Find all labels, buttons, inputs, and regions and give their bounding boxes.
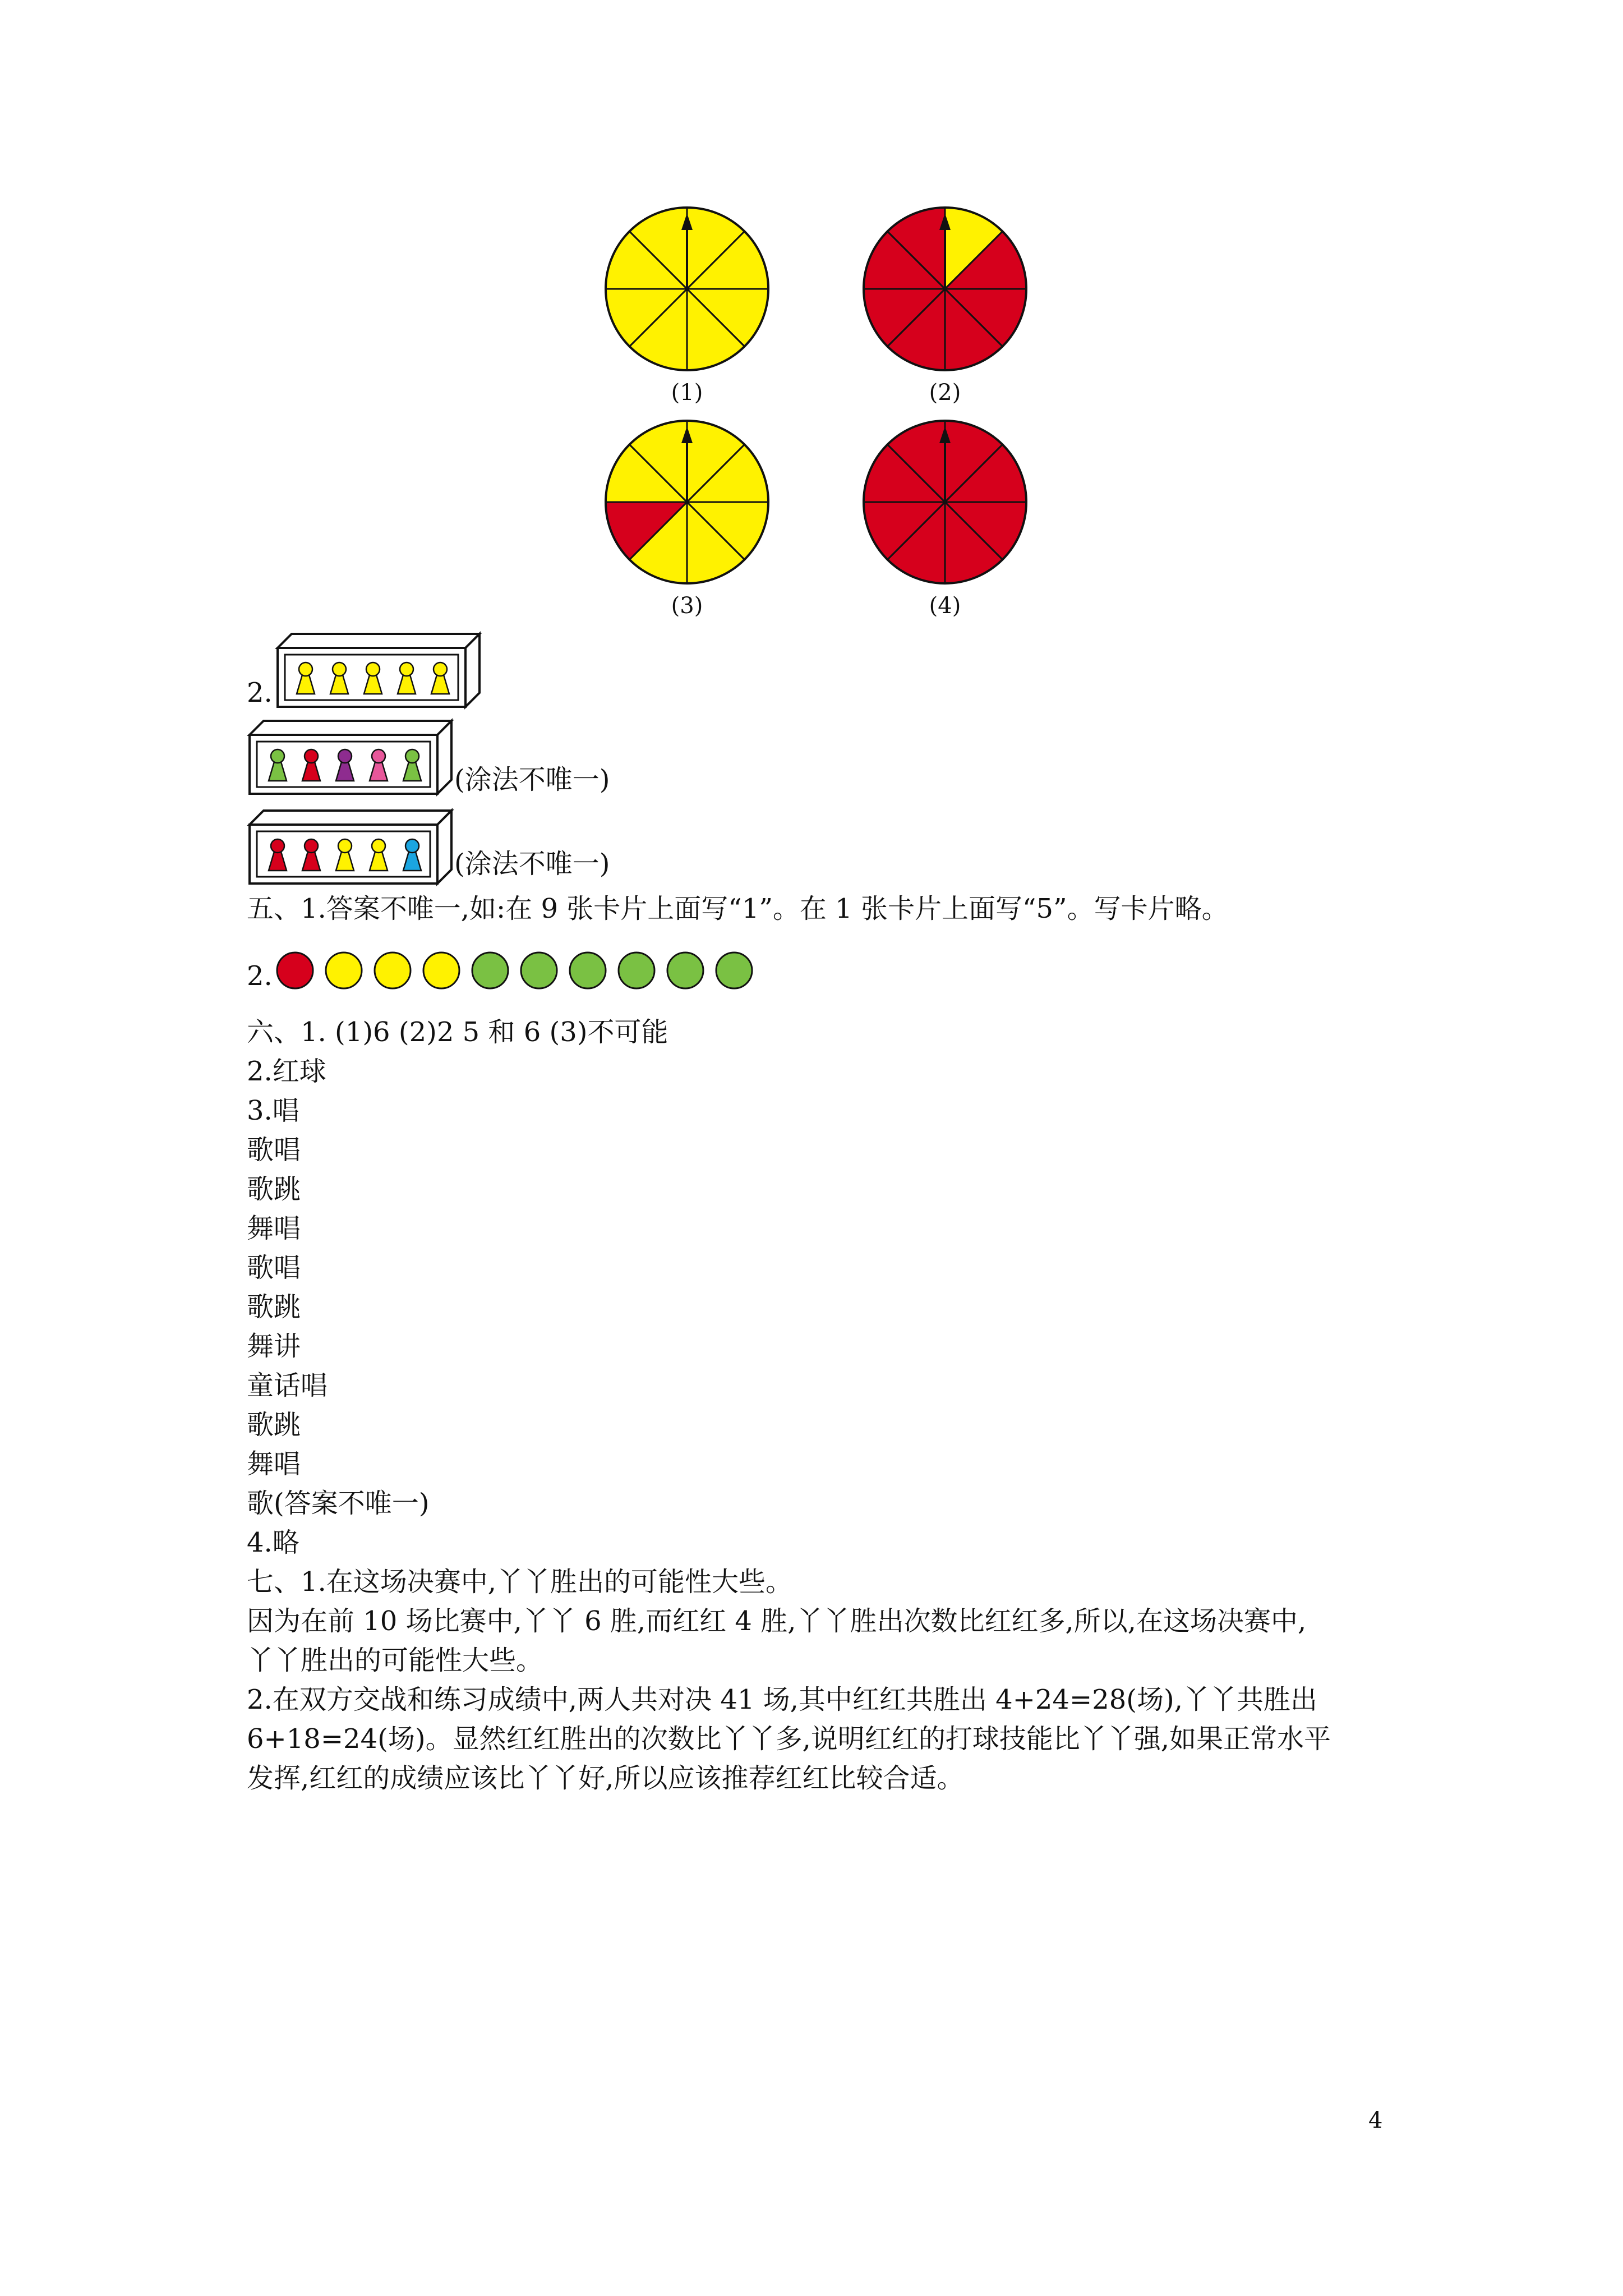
ball: [667, 953, 703, 988]
section7-line: 因为在前 10 场比赛中,丫丫 6 胜,而红红 4 胜,丫丫胜出次数比红红多,所以,在这场决赛中,: [247, 1605, 1307, 1637]
section6-line: 歌唱: [247, 1252, 301, 1283]
spinner-3: [603, 418, 771, 586]
spinner-4-caption: (4): [929, 593, 961, 619]
q4-2-label: 2.: [247, 677, 273, 708]
pawn-head: [372, 749, 385, 763]
piece-box-1: [275, 631, 482, 710]
piece-box-3: [247, 808, 454, 886]
pawn-head: [366, 662, 380, 676]
section6-line: 歌跳: [247, 1174, 301, 1205]
section6-line: 歌(答案不唯一): [247, 1488, 430, 1519]
section6-line: 舞唱: [247, 1213, 301, 1244]
ball: [326, 953, 362, 988]
section7-line: 七、1.在这场决赛中,丫丫胜出的可能性大些。: [247, 1566, 793, 1598]
ball: [716, 953, 752, 988]
pawn-head: [405, 839, 419, 853]
ball: [375, 953, 411, 988]
section6-line: 3.唱: [247, 1095, 299, 1126]
section7-line: 6+18=24(场)。显然红红胜出的次数比丫丫多,说明红红的打球技能比丫丫强,如果正常水平: [247, 1723, 1331, 1755]
section6-line: 2.红球: [247, 1056, 326, 1087]
ball: [277, 953, 313, 988]
pawn-head: [305, 839, 318, 853]
box-side: [465, 634, 479, 707]
spinner-2-caption: (2): [929, 380, 961, 406]
section6-line: 歌跳: [247, 1291, 301, 1323]
pawn-head: [299, 662, 312, 676]
ball: [472, 953, 508, 988]
ball: [570, 953, 606, 988]
spinner-1: [603, 205, 771, 373]
ball: [619, 953, 654, 988]
ball: [521, 953, 557, 988]
section6-line: 童话唱: [247, 1370, 328, 1401]
section6-line: 舞唱: [247, 1448, 301, 1480]
pawn-head: [271, 749, 284, 763]
page-number: 4: [1368, 2108, 1383, 2133]
section7-line: 2.在双方交战和练习成绩中,两人共对决 41 场,其中红红共胜出 4+24=28(场),丫丫共胜出: [247, 1684, 1318, 1715]
spinner-1-caption: (1): [671, 380, 703, 406]
section6-line: 4.略: [247, 1527, 299, 1558]
pawn-head: [333, 662, 346, 676]
pawn-head: [405, 749, 419, 763]
pawn-head: [338, 839, 352, 853]
pawn-head: [434, 662, 447, 676]
ball-row: [275, 948, 757, 993]
section7-line: 丫丫胜出的可能性大些。: [247, 1645, 543, 1676]
spinner-4: [861, 418, 1029, 586]
section6-line: 六、1. (1)6 (2)2 5 和 6 (3)不可能: [247, 1016, 668, 1048]
spinner-3-caption: (3): [671, 593, 703, 619]
section6-line: 歌唱: [247, 1134, 301, 1166]
section5-line1: 五、1.答案不唯一,如:在 9 张卡片上面写“1”。在 1 张卡片上面写“5”。写卡片略。: [247, 893, 1229, 924]
section6-line: 歌跳: [247, 1409, 301, 1441]
ball: [423, 953, 459, 988]
spinner-2: [861, 205, 1029, 373]
section6-line: 舞讲: [247, 1331, 301, 1362]
box-top: [250, 721, 451, 735]
piece-box-2: [247, 718, 454, 797]
box-top: [278, 634, 479, 648]
pawn-head: [372, 839, 385, 853]
pawn-head: [271, 839, 284, 853]
box-side: [437, 721, 451, 794]
piece-box-2-note: (涂法不唯一): [454, 764, 610, 795]
section7-line: 发挥,红红的成绩应该比丫丫好,所以应该推荐红红比较合适。: [247, 1763, 964, 1794]
pawn-head: [305, 749, 318, 763]
box-side: [437, 811, 451, 884]
section5-q2-label: 2.: [247, 960, 273, 992]
box-top: [250, 811, 451, 825]
pawn-head: [338, 749, 352, 763]
pawn-head: [400, 662, 413, 676]
piece-box-3-note: (涂法不唯一): [454, 848, 610, 880]
